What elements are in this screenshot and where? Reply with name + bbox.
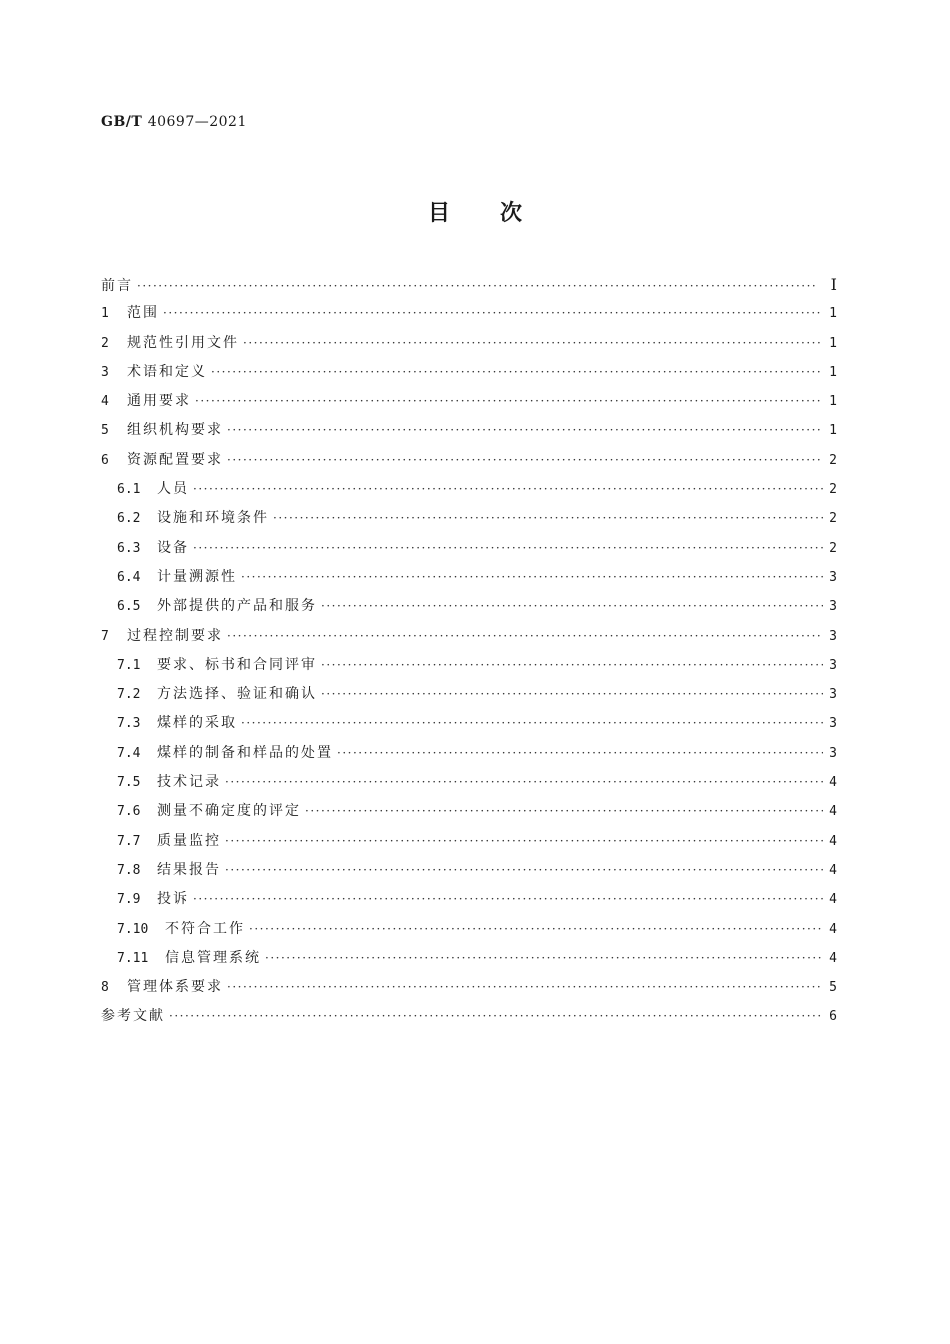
toc-leader-dots	[193, 475, 823, 504]
toc-entry-page: I	[830, 275, 837, 294]
toc-entry-title: 测量不确定度的评定	[157, 803, 301, 820]
toc-entry[interactable]	[101, 680, 837, 709]
toc-entry-number: 6.4	[117, 569, 141, 585]
toc-entry[interactable]	[101, 416, 837, 445]
toc-entry-number: 7.3	[117, 716, 141, 732]
toc-leader-dots	[249, 915, 823, 944]
standard-prefix: GB/T	[101, 114, 143, 130]
toc-entry[interactable]	[101, 768, 837, 797]
toc-entry-number: 7.1	[117, 657, 141, 673]
toc-entry-number: 7.8	[117, 862, 141, 878]
toc-entry-page: 4	[829, 950, 837, 966]
table-of-contents	[101, 270, 837, 1032]
toc-leader-dots	[225, 827, 823, 856]
toc-entry-title: 管理体系要求	[127, 979, 223, 996]
toc-entry-title: 资源配置要求	[127, 451, 223, 468]
toc-entry-page: 1	[829, 394, 837, 410]
toc-entry-title: 参考文献	[101, 1008, 165, 1025]
toc-entry-title: 计量溯源性	[157, 568, 237, 585]
toc-leader-dots	[321, 651, 823, 680]
toc-entry-page: 3	[829, 569, 837, 585]
toc-leader-dots	[337, 739, 823, 768]
toc-entry-number: 7.9	[117, 892, 141, 908]
toc-entry-number: 7	[101, 628, 109, 644]
toc-leader-dots	[273, 504, 823, 533]
toc-entry-number: 7.7	[117, 833, 141, 849]
toc-entry-title: 信息管理系统	[165, 949, 261, 966]
toc-leader-dots	[193, 885, 823, 914]
toc-entry-title: 方法选择、验证和确认	[157, 686, 317, 703]
toc-entry-page: 3	[829, 657, 837, 673]
toc-entry[interactable]	[101, 329, 837, 358]
toc-leader-dots	[227, 973, 823, 1002]
toc-entry-title: 范围	[127, 305, 159, 322]
standard-code	[101, 114, 247, 130]
toc-entry-number: 5	[101, 423, 109, 439]
toc-entry-page: 2	[829, 540, 837, 556]
toc-entry-page: 3	[829, 599, 837, 615]
toc-entry[interactable]	[101, 827, 837, 856]
toc-leader-dots	[225, 768, 823, 797]
toc-leader-dots	[227, 416, 823, 445]
toc-entry[interactable]	[101, 270, 837, 299]
toc-entry-number: 8	[101, 980, 109, 996]
toc-entry-page: 4	[829, 804, 837, 820]
toc-entry-title: 煤样的采取	[157, 715, 237, 732]
toc-entry-title: 不符合工作	[165, 920, 245, 937]
toc-entry-number: 7.10	[117, 921, 149, 937]
toc-entry-page: 4	[829, 921, 837, 937]
toc-entry[interactable]	[101, 944, 837, 973]
toc-entry-number: 1	[101, 306, 109, 322]
toc-leader-dots	[321, 592, 823, 621]
toc-entry-page: 1	[829, 364, 837, 380]
toc-entry-title: 投诉	[157, 891, 189, 908]
toc-entry[interactable]	[101, 856, 837, 885]
toc-entry-number: 6	[101, 452, 109, 468]
toc-entry-page: 6	[829, 1009, 837, 1025]
toc-entry[interactable]	[101, 622, 837, 651]
toc-entry-title: 规范性引用文件	[127, 334, 239, 351]
toc-entry[interactable]	[101, 563, 837, 592]
toc-entry-number: 4	[101, 394, 109, 410]
toc-entry-page: 3	[829, 745, 837, 761]
toc-leader-dots	[169, 1002, 823, 1031]
toc-entry[interactable]	[101, 504, 837, 533]
toc-entry[interactable]	[101, 299, 837, 328]
toc-entry-title: 通用要求	[127, 393, 191, 410]
toc-entry-title: 设施和环境条件	[157, 510, 269, 527]
toc-entry-page: 2	[829, 482, 837, 498]
toc-entry-page: 3	[829, 687, 837, 703]
toc-entry-number: 7.2	[117, 687, 141, 703]
toc-leader-dots	[227, 446, 823, 475]
toc-entry[interactable]	[101, 651, 837, 680]
toc-entry-title: 过程控制要求	[127, 627, 223, 644]
toc-entry-page: 3	[829, 628, 837, 644]
toc-entry-page: 4	[829, 833, 837, 849]
toc-leader-dots	[241, 709, 823, 738]
toc-entry-title: 组织机构要求	[127, 422, 223, 439]
toc-entry-number: 3	[101, 364, 109, 380]
toc-entry-page: 1	[829, 423, 837, 439]
standard-number-year: 40697—2021	[147, 114, 247, 130]
toc-entry-title: 前言	[101, 278, 133, 294]
toc-entry-title: 外部提供的产品和服务	[157, 598, 317, 615]
toc-entry-number: 6.5	[117, 599, 141, 615]
toc-leader-dots	[193, 534, 823, 563]
toc-entry-page: 2	[829, 452, 837, 468]
toc-entry-number: 6.1	[117, 482, 141, 498]
toc-leader-dots	[137, 272, 823, 301]
toc-entry-page: 5	[829, 980, 837, 996]
toc-leader-dots	[195, 387, 823, 416]
toc-entry-title: 质量监控	[157, 832, 221, 849]
toc-entry-number: 2	[101, 335, 109, 351]
toc-entry-page: 1	[829, 335, 837, 351]
toc-entry[interactable]	[101, 592, 837, 621]
toc-entry-title: 人员	[157, 481, 189, 498]
toc-entry-page: 4	[829, 862, 837, 878]
toc-entry-title: 结果报告	[157, 861, 221, 878]
toc-entry[interactable]	[101, 446, 837, 475]
toc-leader-dots	[305, 797, 823, 826]
toc-entry-number: 7.5	[117, 775, 141, 791]
toc-entry[interactable]	[101, 709, 837, 738]
toc-leader-dots	[243, 329, 823, 358]
toc-entry-title: 设备	[157, 539, 189, 556]
toc-entry-number: 7.6	[117, 804, 141, 820]
toc-entry[interactable]	[101, 797, 837, 826]
toc-entry-title: 煤样的制备和样品的处置	[157, 744, 333, 761]
toc-entry[interactable]	[101, 885, 837, 914]
toc-entry-page: 2	[829, 511, 837, 527]
toc-leader-dots	[227, 622, 823, 651]
toc-entry[interactable]	[101, 358, 837, 387]
toc-entry-page: 4	[829, 892, 837, 908]
page-title: 目次	[427, 201, 572, 226]
toc-entry[interactable]	[101, 973, 837, 1002]
toc-entry[interactable]	[101, 475, 837, 504]
toc-entry-title: 要求、标书和合同评审	[157, 656, 317, 673]
toc-leader-dots	[321, 680, 823, 709]
toc-leader-dots	[163, 299, 823, 328]
toc-entry[interactable]	[101, 387, 837, 416]
toc-entry-number: 6.3	[117, 540, 141, 556]
toc-leader-dots	[211, 358, 823, 387]
toc-entry[interactable]	[101, 739, 837, 768]
toc-entry[interactable]	[101, 534, 837, 563]
toc-entry-number: 7.11	[117, 950, 149, 966]
toc-leader-dots	[265, 944, 823, 973]
toc-entry-page: 3	[829, 716, 837, 732]
toc-leader-dots	[225, 856, 823, 885]
toc-entry-page: 4	[829, 775, 837, 791]
toc-entry[interactable]	[101, 1002, 837, 1031]
toc-entry-number: 6.2	[117, 511, 141, 527]
toc-entry-number: 7.4	[117, 745, 141, 761]
toc-entry-page: 1	[829, 306, 837, 322]
toc-leader-dots	[241, 563, 823, 592]
toc-entry-title: 术语和定义	[127, 363, 207, 380]
toc-entry[interactable]	[101, 915, 837, 944]
toc-entry-title: 技术记录	[157, 774, 221, 791]
